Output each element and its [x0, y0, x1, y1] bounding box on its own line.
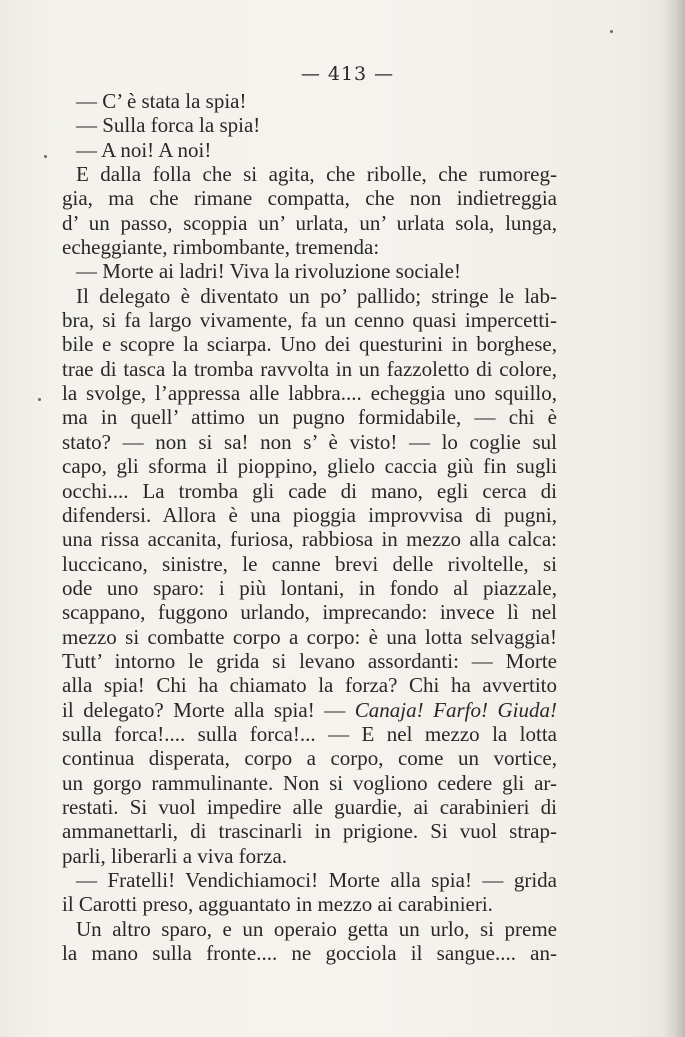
text-line: sulla forca!.... sulla forca!... — E nel mezzo la lotta [62, 721, 557, 746]
text-line: — Morte ai ladri! Viva la rivoluzione sociale! [76, 259, 461, 284]
body-text [62, 89, 557, 965]
text-line: capo, gli sforma il pioppino, glielo caccia giù fin sugli [62, 454, 557, 479]
text-line: — Fratelli! Vendichiamoci! Morte alla spia! — grida [76, 868, 557, 892]
text-line: Il delegato è diventato un po’ pallido; stringe le lab- [76, 283, 557, 308]
text-line: la mano sulla fronte.... ne gocciola il sangue.... an- [62, 941, 557, 966]
text-line: il delegato? Morte alla spia! — Canaja! Farfo! Giuda! [62, 697, 558, 722]
text-line: — Sulla forca la spia! [76, 113, 261, 138]
text-line: occhi.... La tromba gli cade di mano, egli cerca di [62, 478, 557, 503]
text-line: — C’ è stata la spia! [76, 89, 247, 113]
speck [38, 398, 41, 401]
text-line: difendersi. Allora è una pioggia improvvisa di pugni, [62, 502, 557, 527]
text-line: echeggiante, rimbombante, tremenda: [62, 235, 380, 260]
text-line: Un altro sparo, e un operaio getta un urlo, si preme [76, 916, 557, 941]
text-line: parli, liberarli a viva forza. [62, 843, 288, 868]
text-line: bile e scopre la sciarpa. Uno dei questurini in borghese, [62, 332, 557, 357]
italic-dialect-words: Canaja! Farfo! Giuda! [354, 697, 558, 722]
page-number-header: — 413 — [300, 63, 395, 85]
text-line: — A noi! A noi! [76, 137, 212, 162]
page-binding-shadow [663, 0, 685, 1037]
text-line: scappano, fuggono urlando, imprecando: invece lì nel [62, 600, 557, 625]
speck [44, 155, 47, 158]
text-line: restati. Si vuol impedire alle guardie, ai carabinieri di [62, 794, 557, 819]
text-line: ma in quell’ attimo un pugno formidabile, — chi è [62, 405, 557, 430]
text-line: alla spia! Chi ha chiamato la forza? Chi ha avvertito [62, 673, 557, 698]
text-line: ode uno sparo: i più lontani, in fondo al piazzale, [62, 575, 557, 600]
text-line: continua disperata, corpo a corpo, come un vortice, [62, 746, 557, 771]
text-line: bra, si fa largo vivamente, fa un cenno quasi impercetti- [62, 308, 557, 333]
text-line: luccicano, sinistre, le canne brevi delle rivoltelle, si [62, 551, 557, 576]
text-line: gia, ma che rimane compatta, che non indietreggia [62, 186, 557, 211]
speck [610, 30, 613, 33]
text-line: la svolge, l’appressa alle labbra.... echeggia uno squillo, [62, 381, 557, 406]
text-line: E dalla folla che si agita, che ribolle, che rumoreg- [76, 162, 557, 187]
text-line: d’ un passo, scoppia un’ urlata, un’ urlata sola, lunga, [62, 210, 557, 235]
text-line: una rissa accanita, furiosa, rabbiosa in mezzo alla calca: [62, 527, 557, 552]
text-line: trae di tasca la tromba ravvolta in un fazzoletto di colore, [62, 356, 557, 381]
text-line: mezzo si combatte corpo a corpo: è una lotta selvaggia! [62, 624, 557, 649]
text-line: stato? — non si sa! non s’ è visto! — lo coglie sul [62, 429, 557, 454]
text-line: il Carotti preso, agguantato in mezzo ai carabinieri. [62, 892, 493, 917]
text-line: un gorgo rammulinante. Non si vogliono cedere gli ar- [62, 770, 557, 795]
text-line: Tutt’ intorno le grida si levano assordanti: — Morte [62, 648, 557, 673]
text-line: ammanettarli, di trascinarli in prigione. Si vuol strap- [62, 819, 557, 844]
